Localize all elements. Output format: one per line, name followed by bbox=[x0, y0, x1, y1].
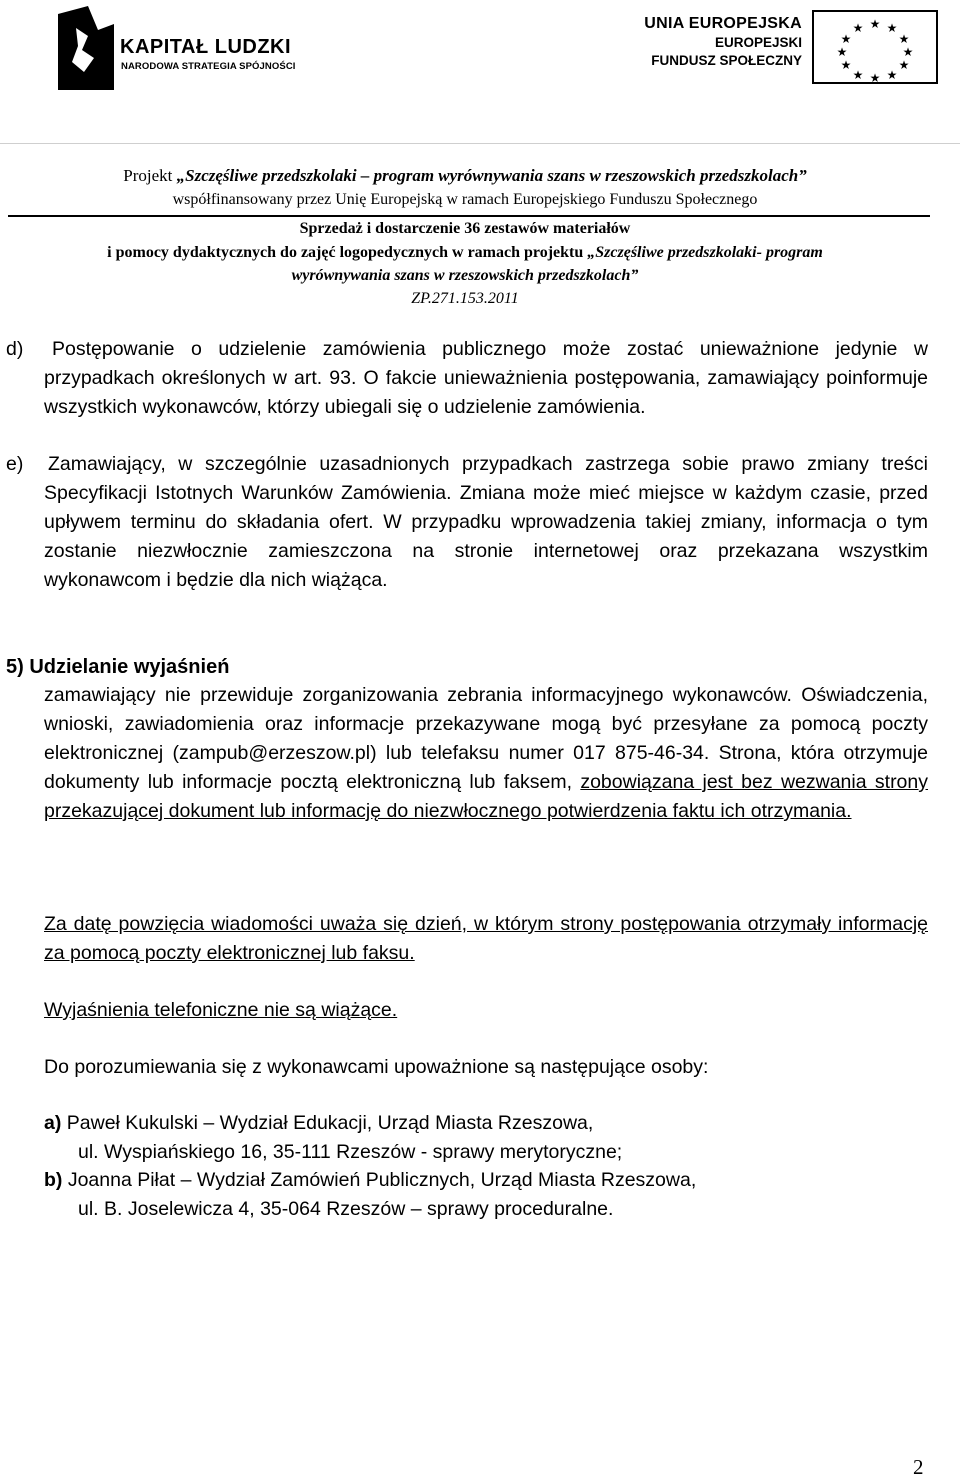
contact-a-address: ul. Wyspiańskiego 16, 35-111 Rzeszów - sprawy merytoryczne; bbox=[78, 1141, 623, 1163]
svg-text:★: ★ bbox=[902, 45, 914, 59]
item-d-text: Postępowanie o udzielenie zamówienia publicznego może zostać unieważnione jedynie w przypadkach określonych w art. 93. O fakcie unieważnienia postępowania, zamawiający poinformuje wszystkich wykonawców, którzy ubiegali się o udzielenie zamówienia. bbox=[44, 338, 928, 418]
project-prefix: Projekt bbox=[123, 166, 177, 185]
eu-flag-icon bbox=[812, 10, 938, 84]
contact-b-name: Joanna Piłat – Wydział Zamówień Publicznych, Urząd Miasta Rzeszowa, bbox=[67, 1169, 697, 1191]
item-d-label: d) bbox=[6, 338, 24, 360]
svg-text:★: ★ bbox=[886, 21, 898, 35]
svg-text:★: ★ bbox=[886, 68, 898, 82]
svg-text:★: ★ bbox=[869, 71, 881, 84]
contact-a-label: a) bbox=[44, 1112, 62, 1134]
subject-line-2 bbox=[0, 244, 930, 262]
contacts-intro: Do porozumiewania się z wykonawcami upoważnione są następujące osoby: bbox=[44, 1056, 709, 1078]
reference-number: ZP.271.153.2011 bbox=[411, 290, 519, 307]
subject-prefix: i pomocy dydaktycznych do zajęć logopedycznych w ramach projektu bbox=[107, 244, 588, 261]
phone-note: Wyjaśnienia telefoniczne nie są wiążące. bbox=[44, 999, 398, 1021]
project-title: „Szczęśliwe przedszkolaki – program wyrównywania szans w rzeszowskich przedszkolach” bbox=[176, 166, 807, 185]
svg-text:★: ★ bbox=[898, 58, 910, 72]
section-text-underlined: zobowiązana jest bez wezwania strony przekazującej dokument lub informację do niezwłocznego potwierdzenia faktu ich otrzymania. bbox=[44, 771, 929, 822]
kapital-ludzki-logo bbox=[54, 6, 324, 90]
subject-project-title: „Szczęśliwe przedszkolaki- program bbox=[587, 244, 823, 261]
subject-line: Sprzedaż i dostarczenie 36 zestawów materiałów bbox=[299, 220, 631, 237]
contact-b-address: ul. B. Joselewicza 4, 35-064 Rzeszów – sprawy proceduralne. bbox=[78, 1198, 614, 1220]
item-e-text: Zamawiający, w szczególnie uzasadnionych przypadkach zastrzega sobie prawo zmiany treści Specyfikacji Istotnych Warunków Zamówienia. Zmiana może mieć miejsce w każdym czasie, przed upływem terminu do składania ofert. W przypadku wprowadzenia takiej zmiany, informacja o tym zostanie niezwłocznie zamieszczona na stronie internetowej oraz przekazana wszystkim wykonawcom i będzie dla nich wiążąca. bbox=[44, 453, 928, 591]
svg-text:★: ★ bbox=[840, 58, 852, 72]
page-number: 2 bbox=[913, 1455, 924, 1479]
kapital-ludzki-emblem-icon bbox=[54, 6, 116, 90]
section-text-plain: zamawiający nie przewiduje zorganizowania zebrania informacyjnego wykonawców. Oświadczenia, wnioski, zawiadomienia oraz informacje przekazywane mogą być przesyłane za pomocą poczty elektronicznej (zampub@erzeszow.pl) lub telefaksu numer 017 875-46-34. Strona, która otrzymuje dokumenty lub informacje pocztą elektroniczną lub faksem, bbox=[44, 684, 928, 793]
section-text bbox=[44, 681, 928, 826]
eu-logo bbox=[640, 10, 938, 84]
date-paragraph: Za datę powzięcia wiadomości uważa się dzień, w którym strony postępowania otrzymały informację za pomocą poczty elektronicznej lub faksu. bbox=[44, 913, 928, 964]
contact-b-label: b) bbox=[44, 1169, 63, 1191]
contact-a-name: Paweł Kukulski – Wydział Edukacji, Urząd Miasta Rzeszowa, bbox=[66, 1112, 594, 1134]
project-header-rule bbox=[8, 215, 930, 217]
header-divider bbox=[0, 143, 960, 144]
contact-b bbox=[44, 1166, 696, 1195]
kapital-ludzki-title: KAPITAŁ LUDZKI bbox=[120, 36, 292, 58]
svg-text:★: ★ bbox=[852, 68, 864, 82]
eu-logo-line2: EUROPEJSKI bbox=[714, 35, 802, 50]
svg-text:★: ★ bbox=[852, 21, 864, 35]
contact-a bbox=[44, 1109, 593, 1138]
subject-line-3: wyrównywania szans w rzeszowskich przedszkolach” bbox=[291, 267, 639, 284]
svg-text:★: ★ bbox=[869, 17, 881, 31]
svg-text:★: ★ bbox=[898, 32, 910, 46]
project-title-line bbox=[0, 166, 930, 186]
eu-logo-line1: UNIA EUROPEJSKA bbox=[644, 15, 802, 32]
cofinancing-line: współfinansowany przez Unię Europejską w ramach Europejskiego Funduszu Społecznego bbox=[172, 191, 758, 208]
svg-text:★: ★ bbox=[836, 45, 848, 59]
section-heading: 5) Udzielanie wyjaśnień bbox=[6, 656, 230, 678]
eu-logo-line3: FUNDUSZ SPOŁECZNY bbox=[651, 53, 802, 68]
item-e-label: e) bbox=[6, 453, 24, 475]
kapital-ludzki-subtitle: NARODOWA STRATEGIA SPÓJNOŚCI bbox=[121, 61, 296, 72]
svg-text:★: ★ bbox=[840, 32, 852, 46]
